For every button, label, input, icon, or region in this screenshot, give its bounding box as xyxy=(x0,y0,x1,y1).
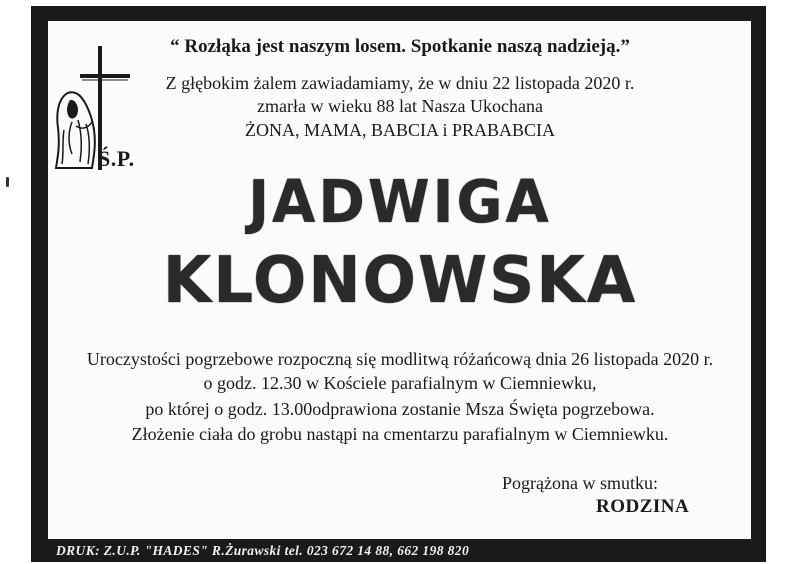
mourning-label: Pogrążona w smutku: xyxy=(502,473,658,493)
announce-line: zmarła w wieku 88 lat Nasza Ukochana xyxy=(257,96,543,116)
family-signature: RODZINA xyxy=(596,496,690,517)
printer-footer: DRUK: Z.U.P. "HADES" R.Żurawski tel. 023 672 14 88, 662 198 820 xyxy=(56,543,470,558)
sp-label: Ś.P. xyxy=(98,146,135,171)
announce-line: Z głębokim żalem zawiadamiamy, że w dniu 22 listopada 2020 r. xyxy=(165,73,635,93)
memorial-quote: “ Rozłąka jest naszym losem. Spotkanie naszą nadzieją.” xyxy=(170,36,630,57)
funeral-info-line: po której o godz. 13.00odprawiona zostanie Msza Święta pogrzebowa. xyxy=(145,399,655,419)
announce-line: ŻONA, MAMA, BABCIA i PRABABCIA xyxy=(244,120,556,140)
funeral-info-line: Uroczystości pogrzebowe rozpoczną się modlitwą różańcową dnia 26 listopada 2020 r. xyxy=(86,349,714,369)
deceased-first-name: JADWIGA xyxy=(248,168,552,237)
funeral-info-line: Złożenie ciała do grobu nastąpi na cmentarzu parafialnym w Ciemniewku. xyxy=(131,424,669,444)
funeral-info-line: o godz. 12.30 w Kościele parafialnym w Ciemniewku, xyxy=(203,373,597,393)
deceased-last-name: KLONOWSKA xyxy=(162,244,638,318)
